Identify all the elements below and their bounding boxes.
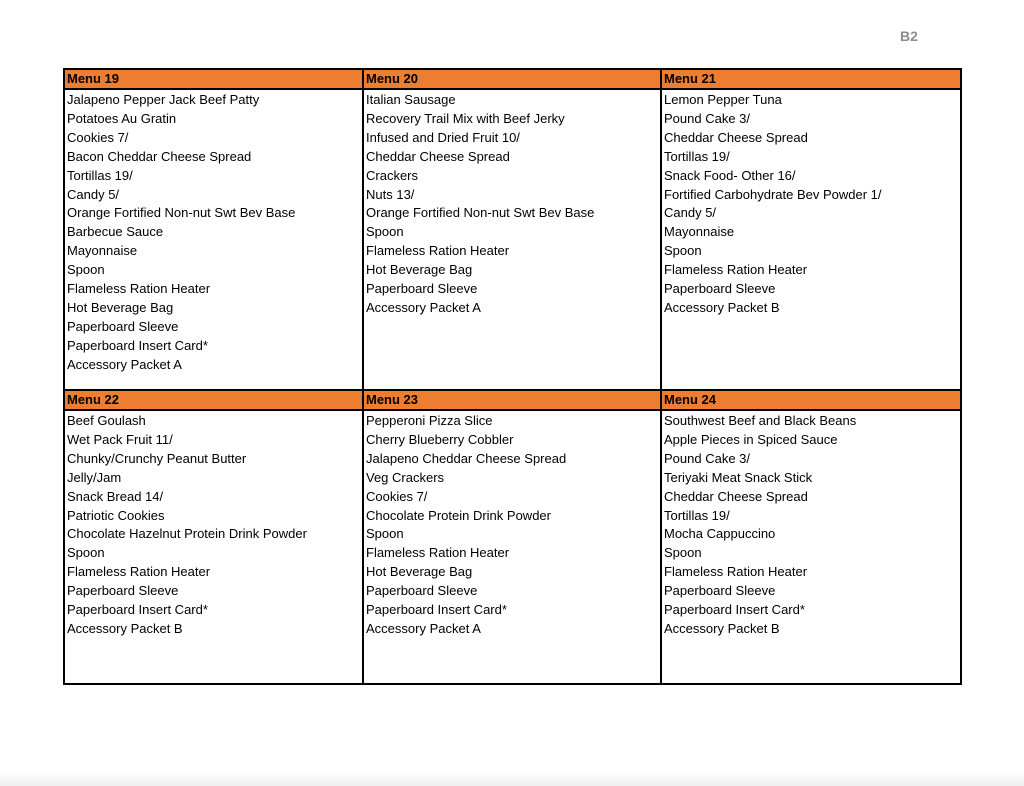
menu-item: Paperboard Insert Card* — [67, 602, 208, 618]
menu-item: Cheddar Cheese Spread — [664, 129, 808, 145]
menu-item: Mayonnaise — [664, 224, 735, 240]
menu-item: Lemon Pepper Tuna — [664, 92, 782, 107]
menu-item: Paperboard Sleeve — [366, 281, 478, 297]
body-row-1 — [64, 89, 961, 390]
menu-23-items — [364, 411, 660, 639]
menu-item: Bacon Cheddar Cheese Spread — [67, 148, 252, 164]
menu-item: Jalapeno Cheddar Cheese Spread — [366, 450, 567, 466]
menu-item: Paperboard Sleeve — [664, 281, 776, 297]
menu-item: Orange Fortified Non-nut Swt Bev Base — [366, 205, 595, 221]
menu-item: Potatoes Au Gratin — [67, 110, 177, 126]
menu-item: Wet Pack Fruit 11/ — [67, 431, 173, 447]
menu-item: Accessory Packet A — [366, 620, 481, 636]
viewer-bottom-edge — [0, 772, 1024, 786]
menu-23-header: Menu 23 — [363, 390, 661, 410]
menu-22-cell — [64, 410, 363, 684]
menu-item: Southwest Beef and Black Beans — [664, 413, 857, 428]
menu-item: Crackers — [366, 167, 419, 183]
menu-24-header: Menu 24 — [661, 390, 961, 410]
page-label: B2 — [900, 28, 918, 44]
menu-item: Beef Goulash — [67, 413, 146, 428]
menu-item: Flameless Ration Heater — [366, 545, 510, 561]
menu-item: Accessory Packet B — [664, 620, 780, 636]
menu-item: Tortillas 19/ — [664, 507, 730, 523]
menu-item: Candy 5/ — [67, 186, 120, 202]
menu-item: Jalapeno Pepper Jack Beef Patty — [67, 92, 260, 107]
menu-21-header: Menu 21 — [661, 69, 961, 89]
menu-19-items — [65, 90, 362, 375]
menu-19-cell — [64, 89, 363, 390]
menu-item: Chocolate Protein Drink Powder — [366, 507, 551, 523]
menu-item: Pepperoni Pizza Slice — [366, 413, 493, 428]
menu-item: Teriyaki Meat Snack Stick — [664, 469, 813, 485]
menu-item: Paperboard Sleeve — [664, 583, 776, 599]
menu-21-items — [662, 90, 960, 318]
menu-item: Hot Beverage Bag — [366, 564, 473, 580]
menu-item: Jelly/Jam — [67, 469, 122, 485]
menu-item: Paperboard Sleeve — [67, 318, 179, 334]
menu-item: Veg Crackers — [366, 469, 445, 485]
menu-item: Chocolate Hazelnut Protein Drink Powder — [67, 526, 307, 542]
menu-item: Snack Bread 14/ — [67, 488, 164, 504]
menu-item: Tortillas 19/ — [664, 148, 730, 164]
menu-item: Flameless Ration Heater — [67, 564, 211, 580]
menu-item: Paperboard Sleeve — [67, 583, 179, 599]
menu-item: Barbecue Sauce — [67, 224, 164, 240]
menu-item: Snack Food- Other 16/ — [664, 167, 796, 183]
menu-item: Spoon — [664, 545, 702, 561]
menu-item: Spoon — [67, 262, 105, 278]
menu-item: Hot Beverage Bag — [67, 299, 174, 315]
menu-item: Tortillas 19/ — [67, 167, 133, 183]
menu-item: Paperboard Insert Card* — [366, 602, 507, 618]
menu-23-cell — [363, 410, 661, 684]
menu-item: Spoon — [67, 545, 105, 561]
menu-item: Accessory Packet B — [664, 299, 780, 315]
header-row-1 — [64, 69, 961, 89]
menu-item: Fortified Carbohydrate Bev Powder 1/ — [664, 186, 882, 202]
menu-item: Candy 5/ — [664, 205, 717, 221]
menu-item: Paperboard Insert Card* — [67, 337, 208, 353]
menu-item: Italian Sausage — [366, 92, 456, 107]
menu-item: Spoon — [366, 526, 404, 542]
menu-item: Cheddar Cheese Spread — [664, 488, 808, 504]
menu-20-cell — [363, 89, 661, 390]
menu-20-header: Menu 20 — [363, 69, 661, 89]
menu-item: Spoon — [366, 224, 404, 240]
menu-24-items — [662, 411, 960, 639]
menu-24-cell — [661, 410, 961, 684]
menu-item: Cherry Blueberry Cobbler — [366, 431, 514, 447]
menu-item: Flameless Ration Heater — [366, 243, 510, 259]
menu-item: Accessory Packet A — [366, 299, 481, 315]
menu-19-header: Menu 19 — [64, 69, 363, 89]
menu-item: Pound Cake 3/ — [664, 450, 751, 466]
menu-table — [63, 68, 962, 685]
menu-item: Cookies 7/ — [67, 129, 129, 145]
menu-item: Accessory Packet B — [67, 620, 183, 636]
menu-20-items — [364, 90, 660, 318]
menu-21-cell — [661, 89, 961, 390]
menu-item: Chunky/Crunchy Peanut Butter — [67, 450, 247, 466]
menu-item: Flameless Ration Heater — [664, 564, 808, 580]
menu-item: Accessory Packet A — [67, 356, 182, 372]
menu-item: Orange Fortified Non-nut Swt Bev Base — [67, 205, 296, 221]
menu-item: Apple Pieces in Spiced Sauce — [664, 431, 838, 447]
menu-item: Cookies 7/ — [366, 488, 428, 504]
menu-item: Recovery Trail Mix with Beef Jerky — [366, 110, 565, 126]
menu-item: Patriotic Cookies — [67, 507, 165, 523]
menu-item: Infused and Dried Fruit 10/ — [366, 129, 520, 145]
menu-item: Pound Cake 3/ — [664, 110, 751, 126]
header-row-2 — [64, 390, 961, 410]
body-row-2 — [64, 410, 961, 684]
menu-item: Paperboard Sleeve — [366, 583, 478, 599]
menu-item: Mayonnaise — [67, 243, 138, 259]
menu-22-items — [65, 411, 362, 639]
menu-item: Hot Beverage Bag — [366, 262, 473, 278]
menu-item: Cheddar Cheese Spread — [366, 148, 510, 164]
menu-item: Flameless Ration Heater — [67, 281, 211, 297]
menu-item: Nuts 13/ — [366, 186, 415, 202]
menu-item: Mocha Cappuccino — [664, 526, 776, 542]
menu-item: Flameless Ration Heater — [664, 262, 808, 278]
menu-22-header: Menu 22 — [64, 390, 363, 410]
menu-item: Spoon — [664, 243, 702, 259]
menu-item: Paperboard Insert Card* — [664, 602, 805, 618]
